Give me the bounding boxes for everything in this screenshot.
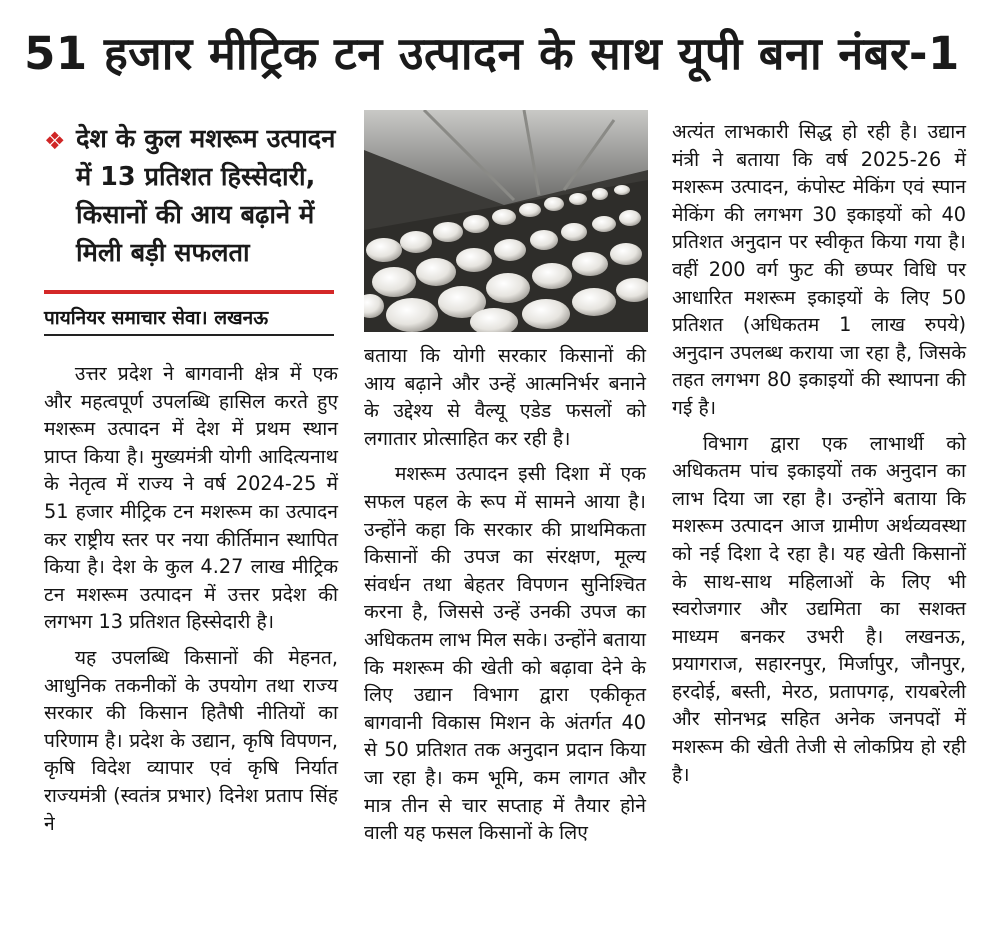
column2-paragraph-1: बताया कि योगी सरकार किसानों की आय बढ़ाने और उन्हें आत्मनिर्भर बनाने के उद्देश्य से वैल्यू एडेड फसलों को लगातार प्रोत्साहित कर रही है। <box>364 344 646 450</box>
column2-paragraph-2: मशरूम उत्पादन इसी दिशा में एक सफल पहल के रूप में सामने आया है। उन्होंने कहा कि सरकार की प्राथमिकता किसानों की उपज का संरक्षण, मूल्य संवर्धन तथा बेहतर विपणन सुनिश्चित करना है, जिससे उन्हें उनकी उपज का अधिकतम लाभ मिल सके। उन्होंने बताया कि मशरूम की खेती को बढ़ावा देने के लिए उद्यान विभाग द्वारा एकीकृत बागवानी विकास मिशन के अंतर्गत 40 से 50 प्रतिशत तक अनुदान प्रदान किया जा रहा है। कम भूमि, कम लागत और मात्र तीन से चार सप्ताह में तैयार होने वाली यह फसल किसानों के लिए <box>364 462 646 845</box>
mushroom-photo-illustration <box>364 110 648 332</box>
red-divider <box>44 290 334 294</box>
mushroom-farm-photo <box>364 110 648 332</box>
column1-paragraph-1: उत्तर प्रदेश ने बागवानी क्षेत्र में एक और महत्वपूर्ण उपलब्धि हासिल करते हुए मशरूम उत्पादन में देश में प्रथम स्थान प्राप्त किया है। मुख्यमंत्री योगी आदित्यनाथ के नेतृत्व में राज्य ने वर्ष 2024-25 में 51 हजार मीट्रिक टन मशरूम का उत्पादन कर राष्ट्रीय स्तर पर नया कीर्तिमान स्थापित किया है। देश के कुल 4.27 लाख मीट्रिक टन मशरूम उत्पादन में उत्तर प्रदेश की लगभग 13 प्रतिशत हिस्सेदारी है। <box>44 362 338 634</box>
article-column-2 <box>364 342 646 855</box>
subheadline <box>44 120 340 272</box>
byline: पायनियर समाचार सेवा। लखनऊ <box>44 307 269 329</box>
article-column-3 <box>672 118 966 796</box>
column1-paragraph-2: यह उपलब्धि किसानों की मेहनत, आधुनिक तकनीकों के उपयोग तथा राज्य सरकार की किसान हितैषी नीतियों का परिणाम है। प्रदेश के उद्यान, कृषि विपणन, कृषि विदेश व्यापार एवं कृषि निर्यात राज्यमंत्री (स्वतंत्र प्रभार) दिनेश प्रताप सिंह ने <box>44 645 338 835</box>
column3-paragraph-2: विभाग द्वारा एक लाभार्थी को अधिकतम पांच इकाइयों तक अनुदान का लाभ दिया जा रहा है। उन्होंने बताया कि मशरूम उत्पादन आज ग्रामीण अर्थव्यवस्था को नई दिशा दे रहा है। यह खेती किसानों के साथ-साथ महिलाओं के लिए भी स्वरोजगार और उद्यमिता का सशक्त माध्यम बनकर उभरी है। लखनऊ, प्रयागराज, सहारनपुर, मिर्जापुर, जौनपुर, हरदोई, बस्ती, मेरठ, प्रतापगढ़, रायबरेली और सोनभद्र सहित अनेक जनपदों में मशरूम की खेती तेजी से लोकप्रिय हो रही है। <box>672 431 966 786</box>
byline-divider <box>44 334 334 336</box>
diamond-bullet-icon: ❖ <box>44 127 66 155</box>
article-column-1 <box>44 360 338 845</box>
headline: 51 हजार मीट्रिक टन उत्पादन के साथ यूपी बना नंबर-1 <box>24 26 960 80</box>
column3-paragraph-1: अत्यंत लाभकारी सिद्ध हो रही है। उद्यान मंत्री ने बताया कि वर्ष 2025-26 में मशरूम उत्पादन, कंपोस्ट मेकिंग एवं स्पान मेकिंग की लगभग 30 इकाइयों को 40 प्रतिशत अनुदान पर स्वीकृत किया गया है। वहीं 200 वर्ग फुट की छप्पर विधि पर आधारित मशरूम इकाइयों के लिए 50 प्रतिशत (अधिकतम 1 लाख रुपये) अनुदान उपलब्ध कराया जा रहा है, जिसके तहत लगभग 80 इकाइयों की स्थापना की गई है। <box>672 120 966 419</box>
subheadline-text: देश के कुल मशरूम उत्पादन में 13 प्रतिशत हिस्सेदारी, किसानों की आय बढ़ाने में मिली बड़ी सफलता <box>76 124 336 268</box>
